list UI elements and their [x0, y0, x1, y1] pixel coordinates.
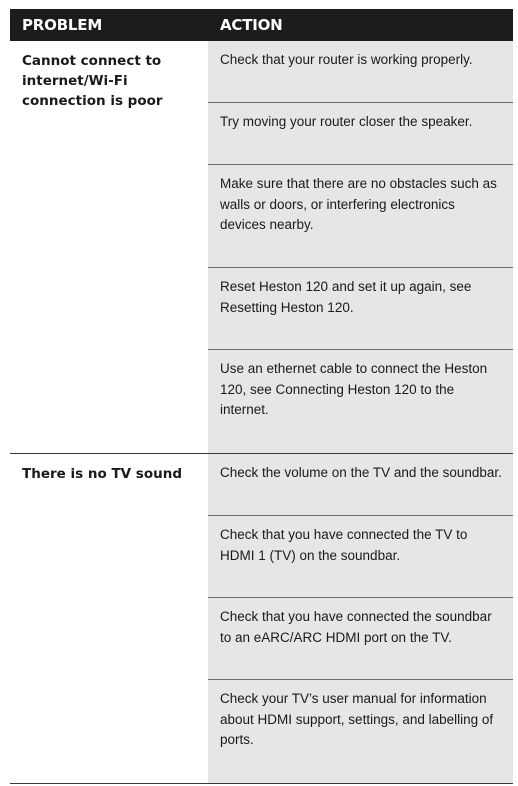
- action-cell: Reset Heston 120 and set it up again, see Resetting Heston 120.: [208, 268, 513, 350]
- action-column: [208, 41, 513, 453]
- problem-cell: Cannot connect to internet/Wi-Fi connection is poor: [10, 41, 208, 453]
- action-cell: Check that your router is working properly.: [208, 41, 513, 103]
- troubleshooting-table: [10, 9, 513, 784]
- table-row: [10, 454, 513, 784]
- header-action: ACTION: [220, 16, 283, 34]
- header-problem: PROBLEM: [22, 16, 103, 34]
- action-cell: Use an ethernet cable to connect the Heston 120, see Connecting Heston 120 to the internet.: [220, 361, 488, 417]
- action-cell: Check that you have connected the soundbar to an eARC/ARC HDMI port on the TV.: [208, 598, 513, 680]
- action-column: [208, 454, 513, 783]
- action-cell: Check your TV’s user manual for information about HDMI support, settings, and labelling of ports.: [220, 691, 494, 747]
- action-cell: Make sure that there are no obstacles such as walls or doors, or interfering electronics devices nearby.: [208, 165, 513, 268]
- problem-cell: There is no TV sound: [10, 454, 208, 783]
- action-cell: Check the volume on the TV and the soundbar.: [208, 454, 513, 516]
- table-row: [10, 41, 513, 454]
- action-cell: Try moving your router closer the speaker.: [208, 103, 513, 165]
- action-cell: Check that you have connected the TV to HDMI 1 (TV) on the soundbar.: [208, 516, 513, 598]
- table-header: [10, 9, 513, 41]
